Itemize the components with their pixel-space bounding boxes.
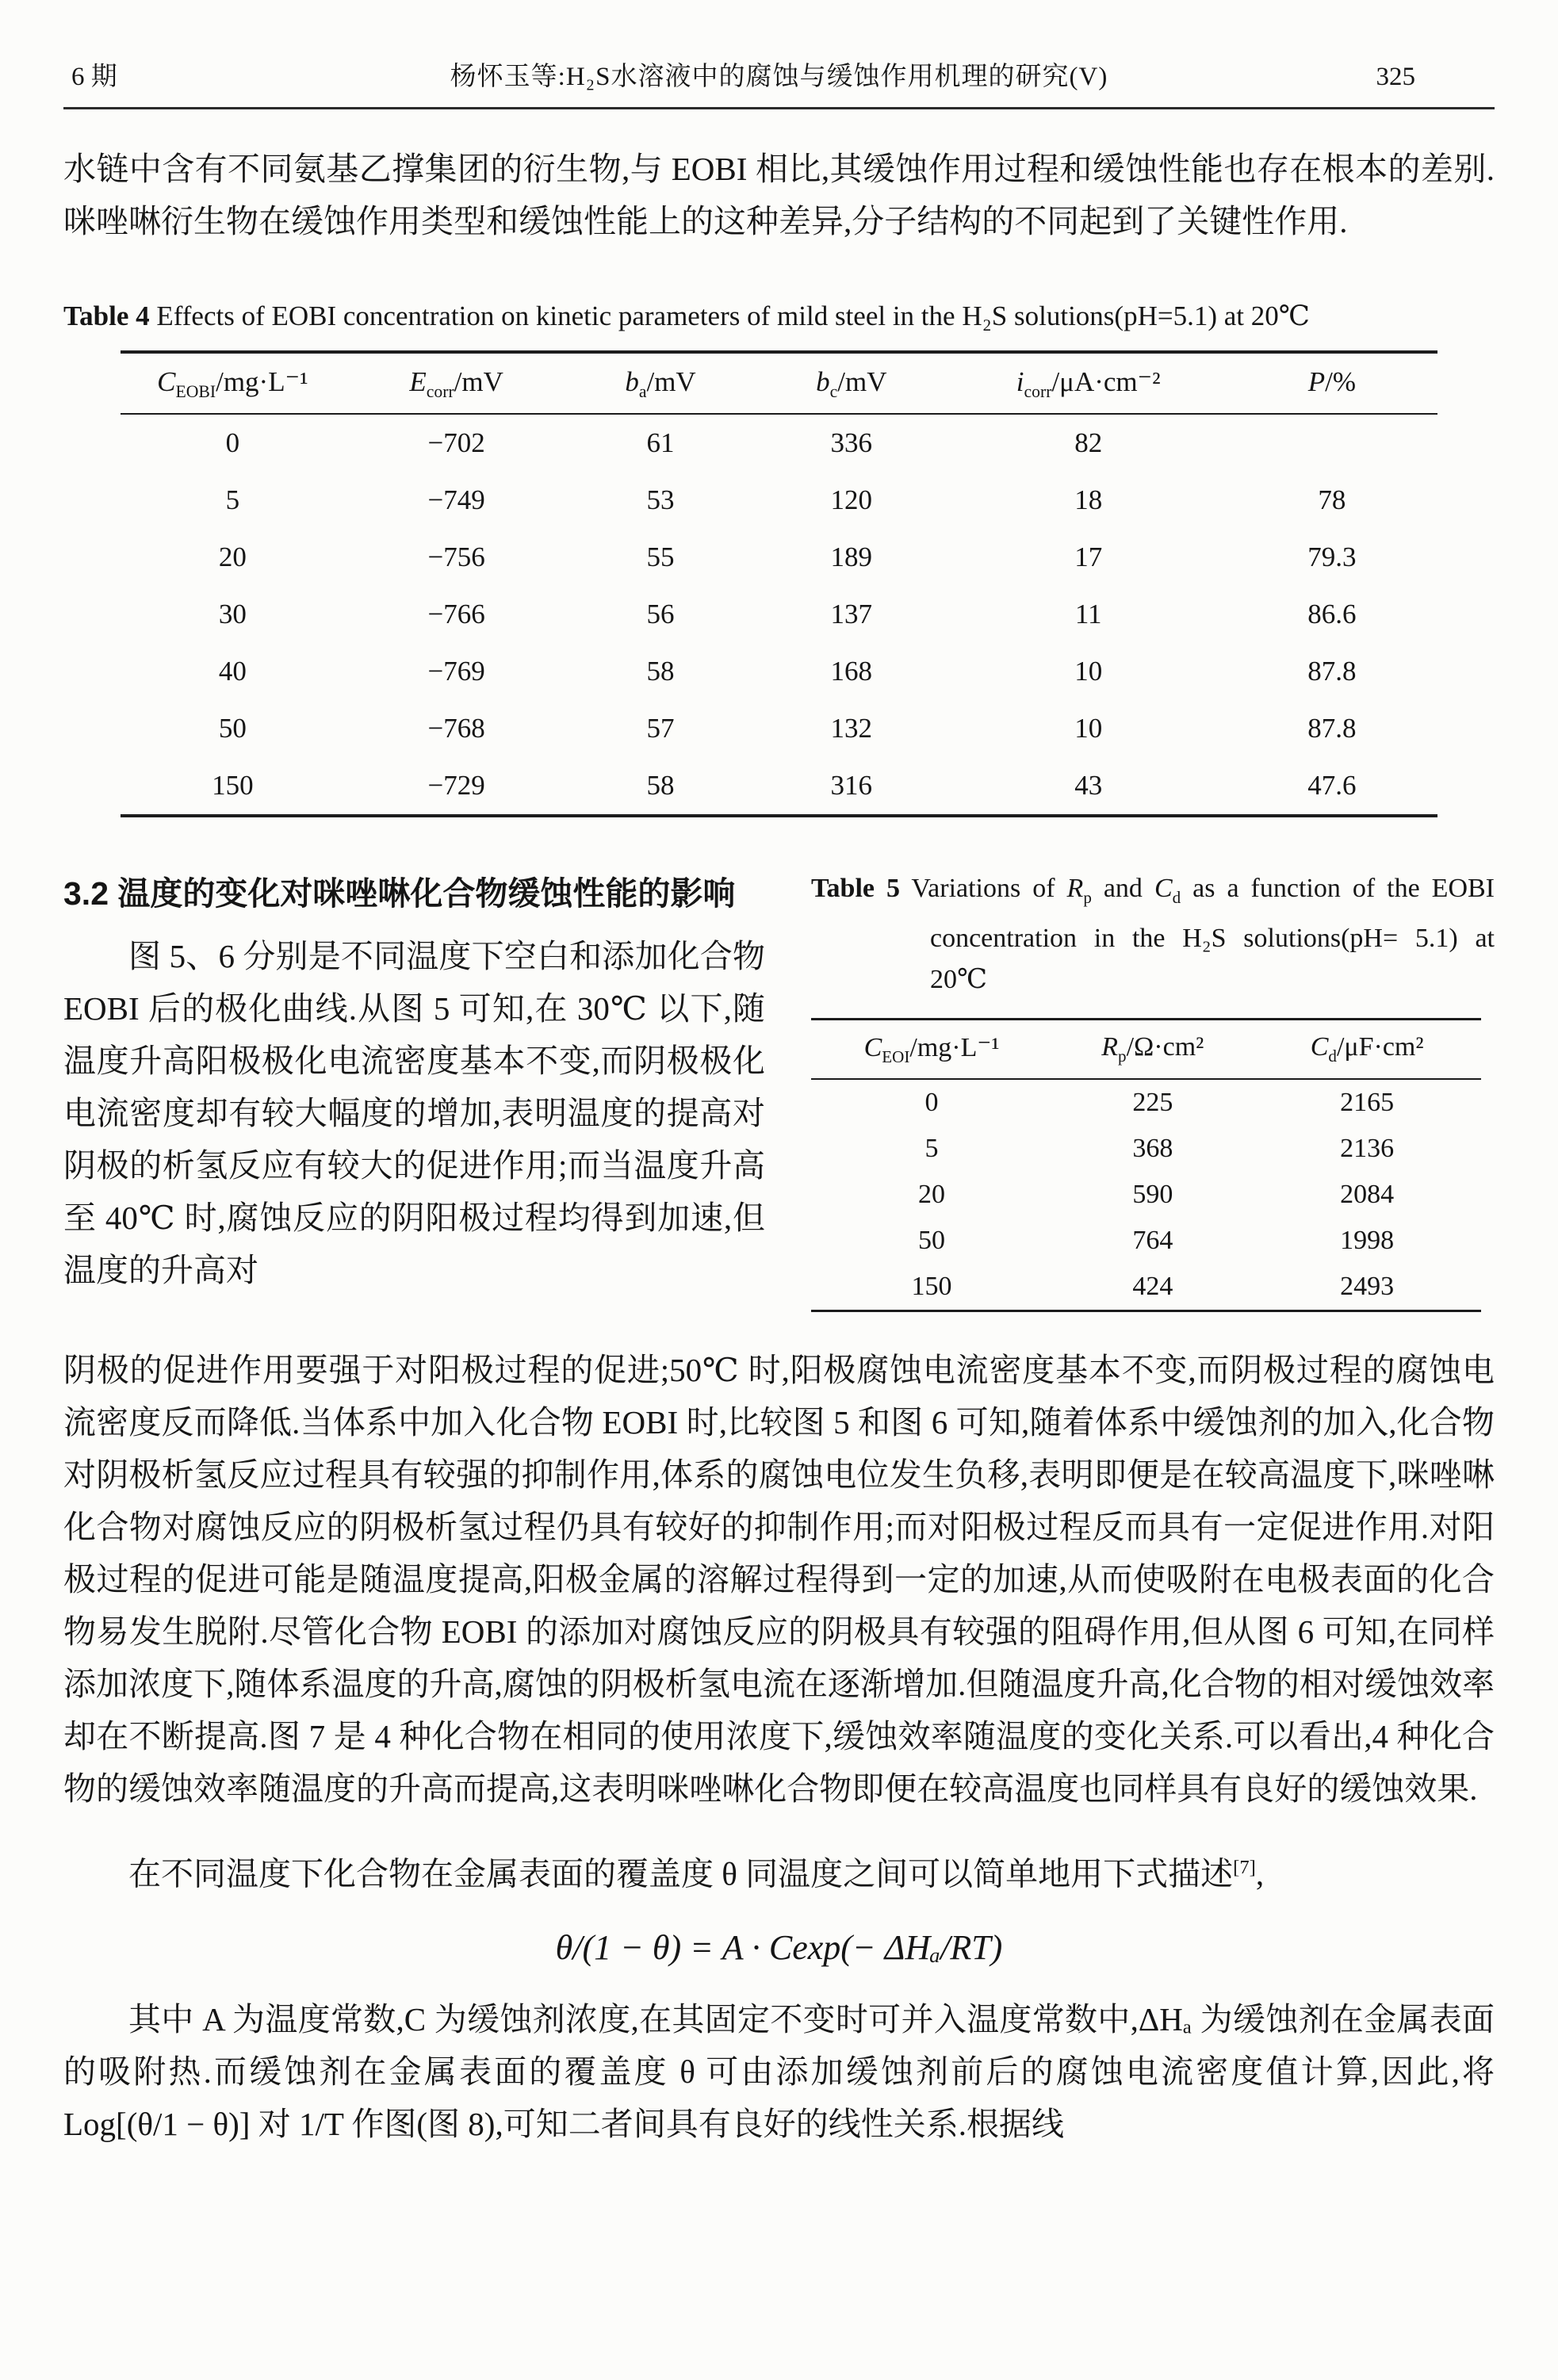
- table-cell: 82: [1074, 427, 1103, 458]
- table5-body: [811, 1079, 1481, 1311]
- table-cell: 10: [1074, 656, 1103, 687]
- table-cell: 58: [646, 770, 675, 801]
- right-column: [765, 868, 1495, 1312]
- table-cell: 336: [830, 427, 873, 458]
- table-row: [811, 1264, 1481, 1311]
- table-row: [121, 414, 1437, 472]
- table-cell: 590: [1132, 1179, 1173, 1209]
- table5: [811, 1018, 1481, 1312]
- table-cell: −702: [427, 427, 485, 458]
- table-row: [121, 529, 1437, 586]
- paragraph-closing: 其中 A 为温度常数,C 为缓蚀剂浓度,在其固定不变时可并入温度常数中,ΔHₐ 为缓蚀剂在金属表面的吸附热.而缓蚀剂在金属表面的覆盖度 θ 可由添加缓蚀剂前后的腐蚀电流密度值计算,因此,将 Log[(θ/1 − θ)] 对 1/T 作图(图 8),可知二者间具有良好的线性关系.根据线: [63, 2001, 1495, 2143]
- table-cell: 20: [218, 541, 247, 572]
- table-cell: 87.8: [1307, 713, 1357, 744]
- table-cell: −766: [427, 599, 485, 629]
- table-cell: 2136: [1340, 1133, 1395, 1163]
- table-cell: 10: [1074, 713, 1103, 744]
- table-cell: 2493: [1340, 1271, 1395, 1301]
- table-row: [121, 586, 1437, 643]
- table-cell: −749: [427, 484, 485, 515]
- table-cell: 58: [646, 656, 675, 687]
- paragraph-left-column: 图 5、6 分别是不同温度下空白和添加化合物 EOBI 后的极化曲线.从图 5 可知,在 30℃ 以下,随温度升高阳极极化电流密度基本不变,而阴极极化电流密度却有较大幅度的增加,表明温度的提高对阴极的析氢反应有较大的促进作用;而当温度升高至 40℃ 时,腐蚀反应的阴阳极过程均得到加速,但温度的升高对: [63, 938, 765, 1288]
- equation-coverage-isotherm: θ/(1 − θ) = A · Cexp(− ΔHₐ/RT): [555, 1928, 1003, 1968]
- table-cell: 5: [225, 484, 240, 515]
- table4-head: [121, 352, 1437, 414]
- table-row: [121, 757, 1437, 816]
- two-column-region: [63, 868, 1495, 1312]
- table-cell: 0: [924, 1087, 939, 1117]
- page-number: 325: [1376, 63, 1415, 91]
- table4-caption-text: Effects of EOBI concentration on kinetic parameters of mild steel in the H₂S solutions(pH=5.1) at 20℃: [156, 300, 1310, 331]
- table-cell: 11: [1074, 599, 1102, 629]
- table4-col-efficiency: P/%: [1227, 352, 1437, 414]
- left-column: [63, 868, 765, 1312]
- paragraph-intro: 水链中含有不同氨基乙撑集团的衍生物,与 EOBI 相比,其缓蚀作用过程和缓蚀性能也存在根本的差别.咪唑啉衍生物在缓蚀作用类型和缓蚀性能上的这种差异,分子结构的不同起到了关键性作用.: [63, 151, 1495, 239]
- table-cell: 18: [1074, 484, 1103, 515]
- table-cell: 764: [1132, 1225, 1173, 1255]
- table-cell: 150: [911, 1271, 952, 1301]
- table4-caption: [63, 297, 1495, 336]
- table5-caption-label: Table 5: [811, 874, 900, 903]
- table-row: [811, 1218, 1481, 1264]
- reference-7: [7]: [1233, 1856, 1256, 1878]
- table-cell: 1998: [1340, 1225, 1395, 1255]
- table4-col-bc: $b_c/mV$: [752, 352, 950, 414]
- table4-caption-label: Table 4: [63, 300, 150, 331]
- table-cell: 2165: [1340, 1087, 1395, 1117]
- table-cell: 61: [646, 427, 675, 458]
- table-cell: 56: [646, 599, 675, 629]
- table-cell: 5: [924, 1133, 939, 1163]
- table-cell: 17: [1074, 541, 1103, 572]
- table-cell: 132: [830, 713, 873, 744]
- table4-col-ecorr: $E_{corr}/mV$: [345, 352, 568, 414]
- table-cell: 168: [830, 656, 873, 687]
- table-cell: 0: [225, 427, 240, 458]
- table-row: [121, 700, 1437, 757]
- table-cell: 86.6: [1307, 599, 1357, 629]
- table-cell: 316: [830, 770, 873, 801]
- table-cell: 79.3: [1307, 541, 1357, 572]
- table-row: [811, 1172, 1481, 1218]
- table-cell: 189: [830, 541, 873, 572]
- table-row: [811, 1079, 1481, 1126]
- table-cell: 57: [646, 713, 675, 744]
- table-cell: 43: [1074, 770, 1103, 801]
- table-cell: 50: [918, 1225, 946, 1255]
- table4-col-ba: $b_a/mV$: [568, 352, 752, 414]
- table-cell: 137: [830, 599, 873, 629]
- table-cell: 120: [830, 484, 873, 515]
- table-cell: 424: [1132, 1271, 1173, 1301]
- table-cell: 225: [1132, 1087, 1173, 1117]
- table-cell: −756: [427, 541, 485, 572]
- table-cell: 2084: [1340, 1179, 1395, 1209]
- table-cell: −769: [427, 656, 485, 687]
- table5-col-rp: $R_p/\Omega\cdot cm^2$: [1052, 1019, 1253, 1078]
- table-cell: 53: [646, 484, 675, 515]
- table-cell: −729: [427, 770, 485, 801]
- paragraph-merged: 阴极的促进作用要强于对阳极过程的促进;50℃ 时,阳极腐蚀电流密度基本不变,而阴极过程的腐蚀电流密度反而降低.当体系中加入化合物 EOBI 时,比较图 5 和图 6 可知,随着体系中缓蚀剂的加入,化合物对阴极析氢反应过程具有较强的抑制作用,体系的腐蚀电位发生负移,表明即便是在较高温度下,咪唑啉化合物对腐蚀反应的阴极析氢过程仍具有较好的抑制作用;而对阳极过程反而具有一定促进作用.对阳极过程的促进可能是随温度提高,阳极金属的溶解过程得到一定的加速,从而使吸附在电极表面的化合物易发生脱附.尽管化合物 EOBI 的添加对腐蚀反应的阴极具有较强的阻碍作用,但从图 6 可知,在同样添加浓度下,随体系温度的升高,腐蚀的阴极析氢电流在逐渐增加.但随温度升高,化合物的相对缓蚀效率却在不断提高.图 7 是 4 种化合物在相同的使用浓度下,缓蚀效率随温度的变化关系.可以看出,4 种化合物的缓蚀效率随温度的升高而提高,这表明咪唑啉化合物即便在较高温度也同样具有良好的缓蚀效果.: [63, 1351, 1495, 1807]
- table-cell: 40: [218, 656, 247, 687]
- table5-caption: Table 5 Variations of $R_p$ and $C_d$ as a function of the EOBI concentration in the H₂S solutions(pH= 5.1) at 20℃: [811, 874, 1495, 994]
- table-cell: 78: [1318, 484, 1346, 515]
- table-row: [121, 643, 1437, 700]
- table-cell: 150: [212, 770, 254, 801]
- table-cell: 30: [218, 599, 247, 629]
- table5-col-concentration: $C_{EOI}/mg\cdot L^{-1}$: [811, 1019, 1052, 1078]
- table4-header-row: [121, 352, 1437, 414]
- table-row: [811, 1126, 1481, 1172]
- table-cell: −768: [427, 713, 485, 744]
- table-cell: 47.6: [1307, 770, 1357, 801]
- section-heading-3-2: 3.2 温度的变化对咪唑啉化合物缓蚀性能的影响: [63, 875, 736, 912]
- table-row: [121, 472, 1437, 529]
- table-cell: 55: [646, 541, 675, 572]
- table4-col-icorr: $i_{corr}/\mu A\cdot cm^{-2}$: [950, 352, 1227, 414]
- table5-header-row: [811, 1019, 1481, 1078]
- table-cell: 20: [918, 1179, 946, 1209]
- issue-number: 6 期: [71, 63, 117, 91]
- table-cell: 87.8: [1307, 656, 1357, 687]
- table4: [121, 350, 1437, 817]
- running-title: 杨怀玉等:H₂S水溶液中的腐蚀与缓蚀作用机理的研究(V): [450, 63, 1108, 91]
- table5-head: [811, 1019, 1481, 1078]
- table5-col-cd: $C_d/\mu F\cdot cm^2$: [1254, 1019, 1481, 1078]
- table-cell: 368: [1132, 1133, 1173, 1163]
- table4-body: [121, 414, 1437, 816]
- page-header: [63, 51, 1495, 109]
- table-cell: [1227, 414, 1437, 472]
- paragraph-coverage: 在不同温度下化合物在金属表面的覆盖度 θ 同温度之间可以简单地用下式描述[7],: [128, 1855, 1265, 1892]
- table4-col-concentration: $C_{EOBI}/mg\cdot L^{-1}$: [121, 352, 344, 414]
- table-cell: 50: [218, 713, 247, 744]
